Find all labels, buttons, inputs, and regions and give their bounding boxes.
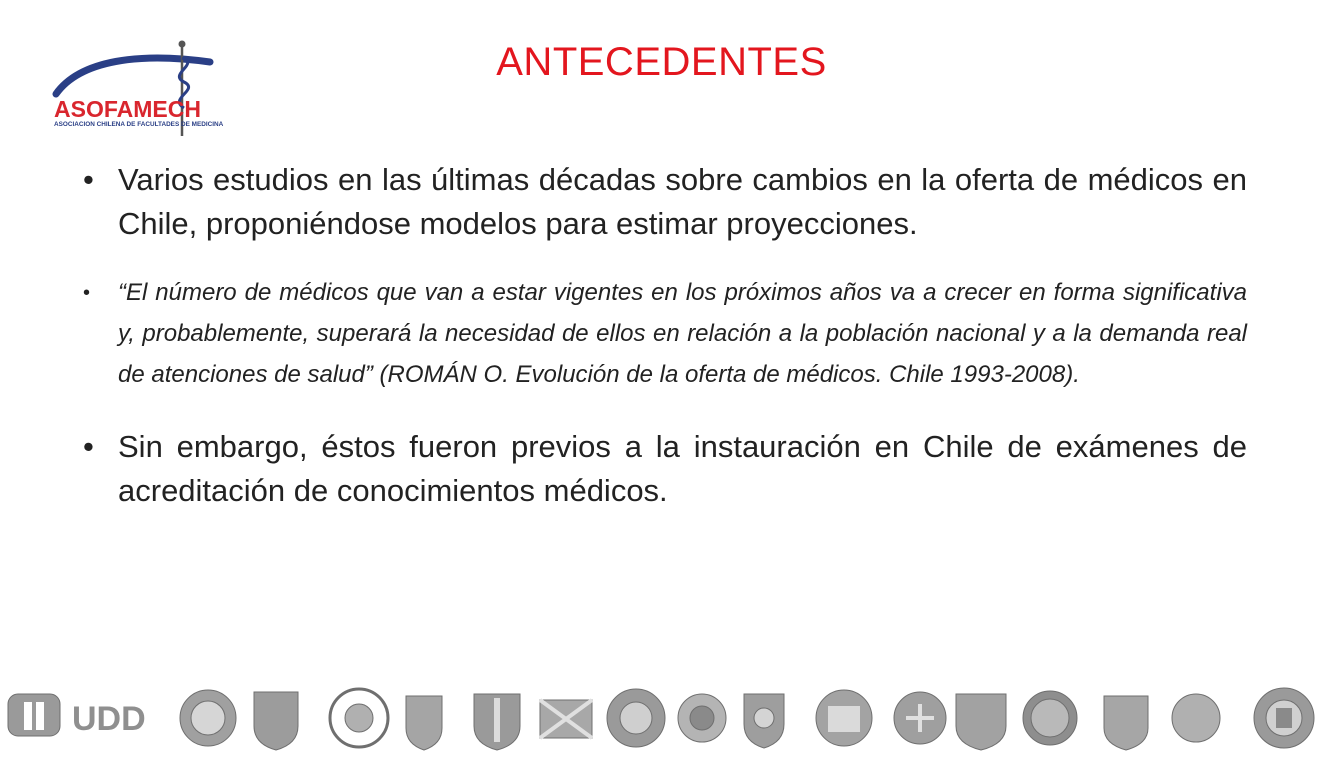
crest-icon [744, 694, 784, 748]
crest-icon [406, 696, 442, 750]
crest-icon [1023, 691, 1077, 745]
crest-icon [1104, 696, 1148, 750]
logo-wordmark: ASOFAMECH [54, 96, 201, 122]
quote-bullet-item [75, 272, 1247, 395]
crest-icon [1172, 694, 1220, 742]
crest-icon [607, 689, 665, 747]
quote-text: “El número de médicos que van a estar vigentes en los próximos años va a crecer en forma significativa y, probablemente, superará la necesidad de ellos en relación a la población nacional y a la demanda real de atenciones de salud” [118, 279, 1247, 388]
citation-text: (ROMÁN O. Evolución de la oferta de médicos. Chile 1993-2008). [372, 361, 1080, 388]
bullet-dot: • [83, 282, 91, 304]
bullet-dot: • [83, 429, 94, 464]
crest-icon [816, 690, 872, 746]
bullet-text: Varios estudios en las últimas décadas sobre cambios en la oferta de médicos en Chile, proponiéndose modelos para estimar proyecciones. [118, 162, 1247, 241]
udd-logo [72, 700, 146, 738]
crest-icon [330, 689, 388, 747]
crest-icon [678, 694, 726, 742]
university-crests-footer [0, 680, 1323, 756]
logo-subtitle: ASOCIACION CHILENA DE FACULTADES DE MEDICINA [54, 121, 224, 128]
crest-icon [474, 694, 520, 750]
crest-icon [180, 690, 236, 746]
crest-icon [8, 694, 60, 736]
bullet-item [75, 425, 1247, 513]
crest-icon [894, 692, 946, 744]
bullet-list [75, 158, 1247, 513]
bullet-text: Sin embargo, éstos fueron previos a la instauración en Chile de exámenes de acreditación de conocimientos médicos. [118, 429, 1247, 508]
crest-icon [956, 694, 1006, 750]
page-title: ANTECEDENTES [496, 40, 827, 84]
crest-icon [1254, 688, 1314, 748]
bullet-item [75, 158, 1247, 246]
crest-icon [540, 700, 592, 738]
bullet-dot: • [83, 162, 94, 197]
university-crests-strip [0, 680, 1323, 756]
crest-icon [254, 692, 298, 750]
svg-text:UDD: UDD [72, 700, 146, 738]
